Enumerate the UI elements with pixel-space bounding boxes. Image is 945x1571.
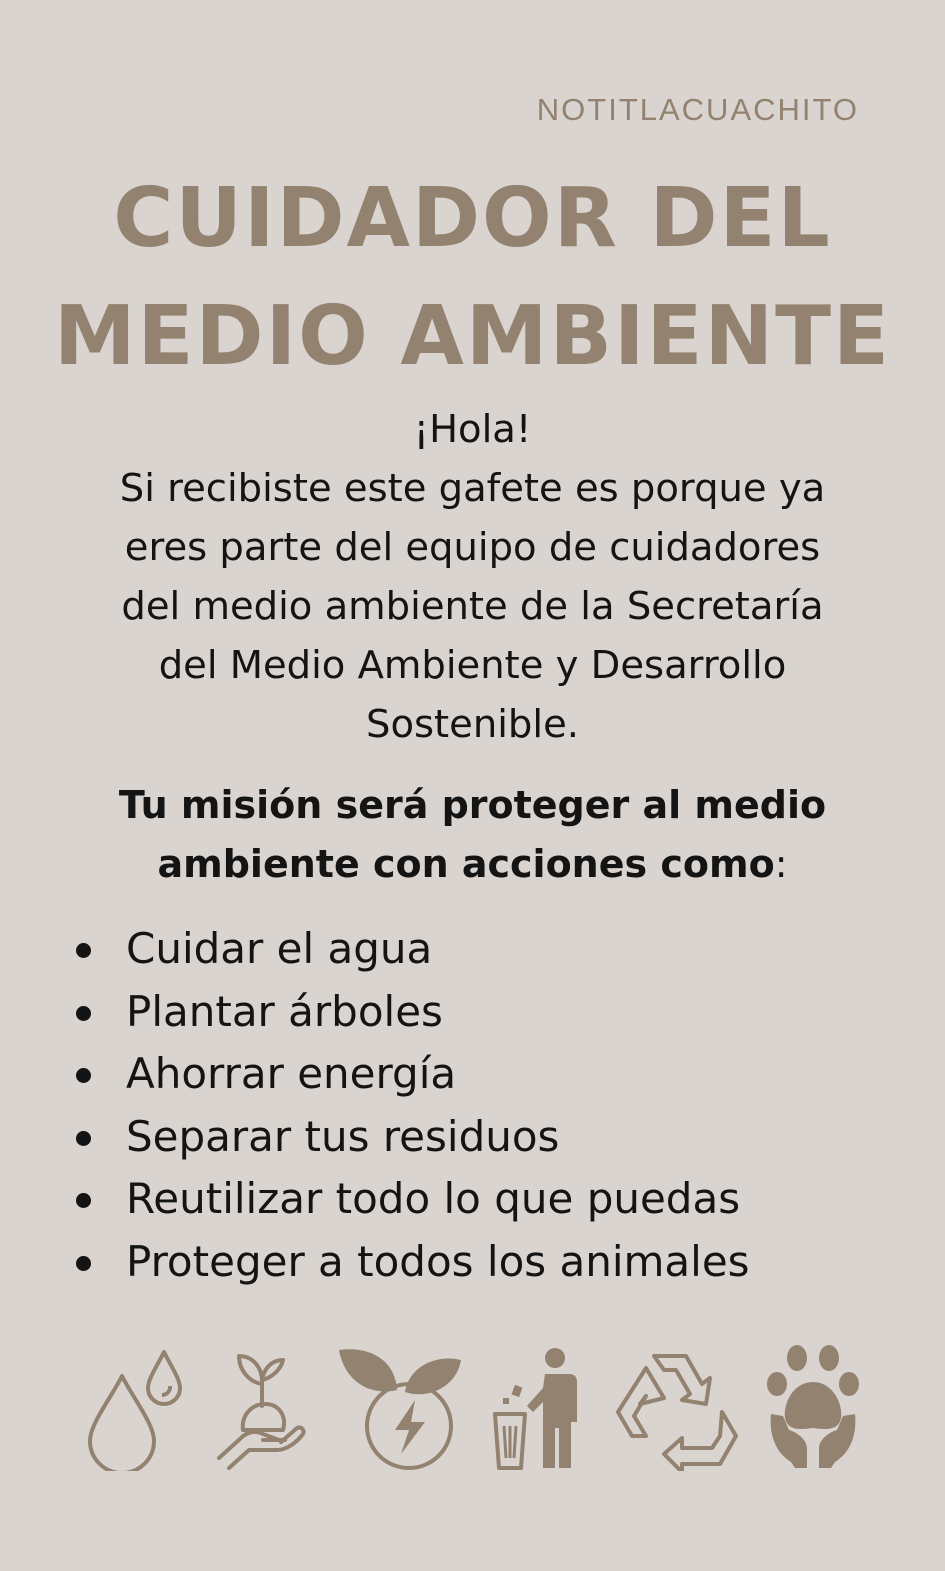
intro-line: Sostenible.: [366, 702, 579, 747]
intro-line: eres parte del equipo de cuidadores: [124, 525, 821, 570]
paw-hands-icon: [765, 1344, 861, 1472]
list-item-label: Cuidar el agua: [126, 924, 433, 973]
list-item: [76, 981, 916, 1044]
bullet-icon: [76, 1006, 91, 1021]
badge-title: [0, 160, 945, 396]
title-line-1: CUIDADOR DEL: [113, 171, 832, 266]
mission-statement: [40, 776, 905, 894]
bullet-icon: [76, 1193, 91, 1208]
trash-person-icon: [491, 1344, 583, 1472]
bullet-icon: [76, 943, 91, 958]
list-item: [76, 918, 916, 981]
list-item-label: Proteger a todos los animales: [126, 1236, 750, 1286]
intro-line: Si recibiste este gafete es porque ya: [119, 466, 826, 511]
mission-colon: :: [774, 842, 788, 886]
brand-label: NOTITLACUACHITO: [536, 92, 859, 127]
list-item: [76, 1168, 916, 1231]
mission-line-1: Tu misión será proteger al medio: [118, 783, 827, 827]
list-item: [76, 1231, 916, 1294]
list-item-label: Plantar árboles: [126, 986, 443, 1036]
leaf-energy-icon: [337, 1346, 465, 1471]
list-item-label: Ahorrar energía: [126, 1049, 457, 1098]
list-item-label: Separar tus residuos: [126, 1111, 560, 1161]
actions-list: [76, 918, 916, 1293]
recycle-icon: [610, 1346, 738, 1471]
water-drops-icon: [86, 1346, 188, 1471]
hand-sprout-icon: [215, 1344, 310, 1472]
bullet-icon: [76, 1131, 91, 1146]
title-line-2: MEDIO AMBIENTE: [53, 289, 892, 384]
intro-line: ¡Hola!: [413, 407, 532, 452]
list-item-label: Reutilizar todo lo que puedas: [126, 1174, 741, 1223]
bullet-icon: [76, 1068, 91, 1083]
icon-row: [86, 1338, 861, 1478]
list-item: [76, 1043, 916, 1106]
mission-line-2: ambiente con acciones como: [157, 842, 775, 886]
list-item: [76, 1106, 916, 1169]
bullet-icon: [76, 1256, 91, 1271]
intro-text: [40, 400, 905, 754]
intro-line: del medio ambiente de la Secretaría: [121, 584, 824, 629]
intro-line: del Medio Ambiente y Desarrollo: [158, 643, 787, 688]
